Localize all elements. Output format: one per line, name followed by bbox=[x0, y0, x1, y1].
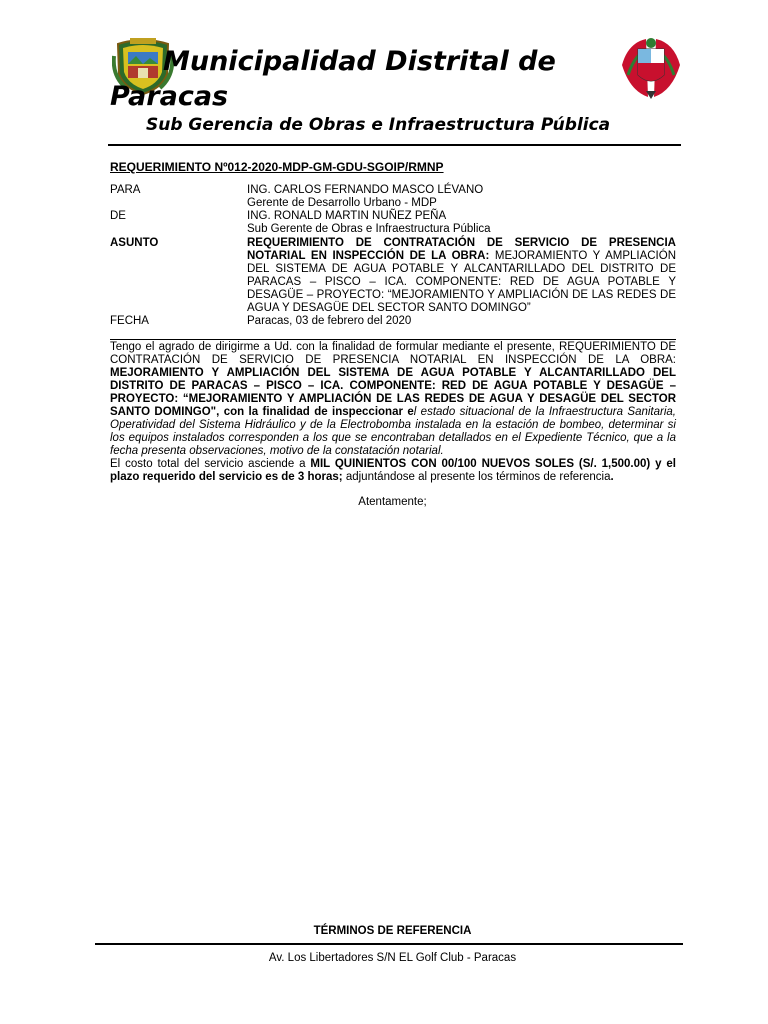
asunto-label: ASUNTO bbox=[110, 237, 159, 249]
body2-plain1: El costo total del servicio asciende a bbox=[110, 458, 311, 470]
requirement-reference: REQUERIMIENTO Nº012-2020-MDP-GM-GDU-SGOIP/RMNP bbox=[110, 160, 444, 174]
body-paragraph-2 bbox=[110, 458, 676, 484]
asunto-text bbox=[247, 237, 676, 315]
de-name: ING. RONALD MARTIN NUÑEZ PEÑA bbox=[247, 210, 447, 222]
body1-bold: MEJORAMIENTO Y AMPLIACIÓN DEL SISTEMA DE AGUA POTABLE Y ALCANTARILLADO DEL DISTRITO DE PARACAS – PISCO – ICA. COMPONENTE: RED DE AGUA POTABLE Y DESAGÜE – PROYECTO: “MEJORAMIENTO Y AMPLIACIÓN DE LAS REDES DE AGUA Y DESAGÜE DEL SECTOR SANTO DOMINGO" bbox=[110, 367, 676, 418]
body-paragraph-1 bbox=[110, 341, 676, 458]
body2-end: . bbox=[610, 471, 614, 483]
para-label: PARA bbox=[110, 184, 141, 196]
footer-address: Av. Los Libertadores S/N EL Golf Club - Paracas bbox=[268, 952, 517, 964]
fecha-label: FECHA bbox=[110, 315, 149, 327]
body2-plain2: adjuntándose al presente los términos de referencia bbox=[342, 471, 611, 483]
body2-bold: MIL QUINIENTOS CON 00/100 NUEVOS SOLES (S/. 1,500.00) y el plazo requerido del servicio es de 3 horas; bbox=[110, 458, 676, 483]
terms-heading: TÉRMINOS DE REFERENCIA bbox=[313, 925, 472, 937]
page-title-line2: Paracas bbox=[110, 81, 229, 112]
para-name: ING. CARLOS FERNANDO MASCO LÉVANO bbox=[247, 184, 484, 196]
body1-plain: Tengo el agrado de dirigirme a Ud. con la finalidad de formular mediante el presente, REQUERIMIENTO DE CONTRATACIÓN DE SERVICIO DE PRESENCIA NOTARIAL EN INSPECCIÓN DE LA OBRA: bbox=[110, 341, 676, 366]
asunto-rest: MEJORAMIENTO Y AMPLIACIÓN DEL SISTEMA DE AGUA POTABLE Y ALCANTARILLADO DEL DISTRITO DE PARACAS – PISCO – ICA. COMPONENTE: RED DE AGUA POTABLE Y DESAGÜE – PROYECTO: “MEJORAMIENTO Y AMPLIACIÓN DE LAS REDES DE AGUA Y DESAGÜE DEL SECTOR SANTO DOMINGO” bbox=[247, 250, 677, 314]
body1-mid: , con la finalidad de inspeccionar e bbox=[216, 406, 414, 418]
footer-divider bbox=[95, 943, 683, 945]
page-subtitle: Sub Gerencia de Obras e Infraestructura Pública bbox=[146, 115, 611, 135]
de-role: Sub Gerente de Obras e Infraestructura Pública bbox=[247, 223, 491, 235]
header-divider bbox=[108, 144, 681, 146]
asunto-bold: REQUERIMIENTO DE CONTRATACIÓN DE SERVICIO DE PRESENCIA NOTARIAL EN INSPECCIÓN DE LA OBRA: bbox=[247, 237, 676, 262]
page-title-line1: Municipalidad Distrital de bbox=[163, 46, 556, 77]
para-role: Gerente de Desarrollo Urbano - MDP bbox=[247, 197, 437, 209]
section-divider bbox=[110, 339, 676, 340]
peru-coat-of-arms-icon bbox=[620, 35, 682, 101]
closing-text: Atentamente; bbox=[358, 496, 427, 508]
de-label: DE bbox=[110, 210, 126, 222]
body1-italic: l estado situacional de la Infraestructura Sanitaria, Operatividad del Sistema Hidráulico y de la Electrobomba instalada en la estación de bombeo, determinar si los equipos instalados corresponden a los que se encontraban detallados en el Expediente Técnico, que a la fecha presenta observaciones, motivo de la constatación notarial. bbox=[110, 406, 676, 457]
fecha-value: Paracas, 03 de febrero del 2020 bbox=[247, 315, 412, 327]
